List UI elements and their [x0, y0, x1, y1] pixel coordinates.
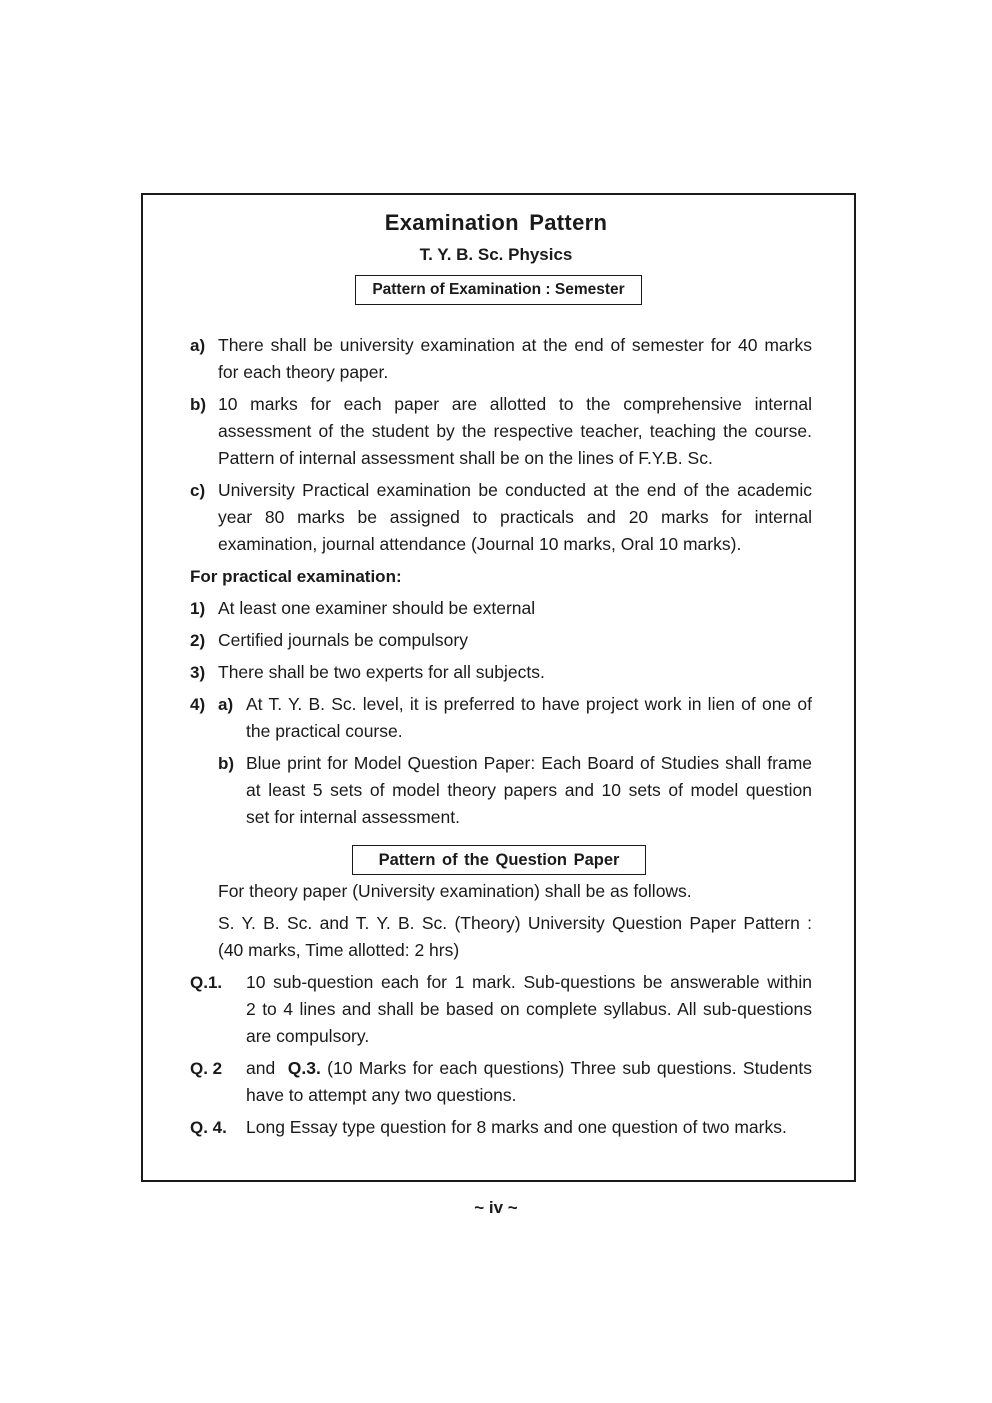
practical-sublabel-4a: a) [218, 695, 234, 714]
practical-text-4b: Blue print for Model Question Paper: Each Board of Studies shall frame at least 5 sets of model theory papers and 10 sets of model question set for internal assessment. [246, 753, 812, 827]
section-heading-question-paper: Pattern of the Question Paper [352, 845, 646, 875]
rule-label-a: a) [190, 336, 206, 355]
rule-label-c: c) [190, 481, 206, 500]
question-paper-intro: For theory paper (University examination) shall be as follows. [218, 881, 692, 901]
page-number: ~ iv ~ [474, 1198, 518, 1217]
practical-text-3: There shall be two experts for all subjects. [218, 662, 545, 682]
practical-text-2: Certified journals be compulsory [218, 630, 468, 650]
practical-label-2: 2) [190, 631, 206, 650]
question-label-3: Q.3. [287, 1058, 321, 1078]
practical-text-4a: At T. Y. B. Sc. level, it is preferred to have project work in lien of one of the practical course. [246, 694, 812, 741]
question-text-4: Long Essay type question for 8 marks and one question of two marks. [246, 1117, 787, 1137]
rule-text-b: 10 marks for each paper are allotted to the comprehensive internal assessment of the student by the respective teacher, teaching the course. Pattern of internal assessment shall be on the lines of F.Y.B. Sc. [218, 394, 812, 468]
rule-label-b: b) [190, 395, 207, 414]
rule-text-a: There shall be university examination at the end of semester for 40 marks for each theory paper. [218, 335, 812, 382]
rule-text-c: University Practical examination be conducted at the end of the academic year 80 marks be assigned to practicals and 20 marks for internal examination, journal attendance (Journal 10 marks, Oral 10 marks). [218, 480, 812, 554]
practical-label-1: 1) [190, 599, 206, 618]
question-label-1: Q.1. [190, 973, 223, 992]
question-text-2-3: and Q.3. (10 Marks for each questions) Three sub questions. Students have to attempt any two questions. [246, 1058, 812, 1105]
page-title: Examination Pattern [384, 210, 608, 235]
page-subtitle: T. Y. B. Sc. Physics [419, 245, 573, 264]
practical-heading: For practical examination: [190, 567, 402, 586]
practical-label-3: 3) [190, 663, 206, 682]
question-text-1: 10 sub-question each for 1 mark. Sub-questions be answerable within 2 to 4 lines and shall be based on complete syllabus. All sub-questions are compulsory. [246, 972, 812, 1046]
practical-text-1: At least one examiner should be external [218, 598, 536, 618]
question-label-4: Q. 4. [190, 1118, 227, 1137]
practical-sublabel-4b: b) [218, 754, 235, 773]
question-label-2: Q. 2 [190, 1059, 223, 1078]
section-heading-exam-pattern: Pattern of Examination : Semester [355, 275, 642, 305]
practical-label-4: 4) [190, 695, 206, 714]
question-paper-pattern: S. Y. B. Sc. and T. Y. B. Sc. (Theory) University Question Paper Pattern : (40 marks, Time allotted: 2 hrs) [218, 913, 812, 960]
